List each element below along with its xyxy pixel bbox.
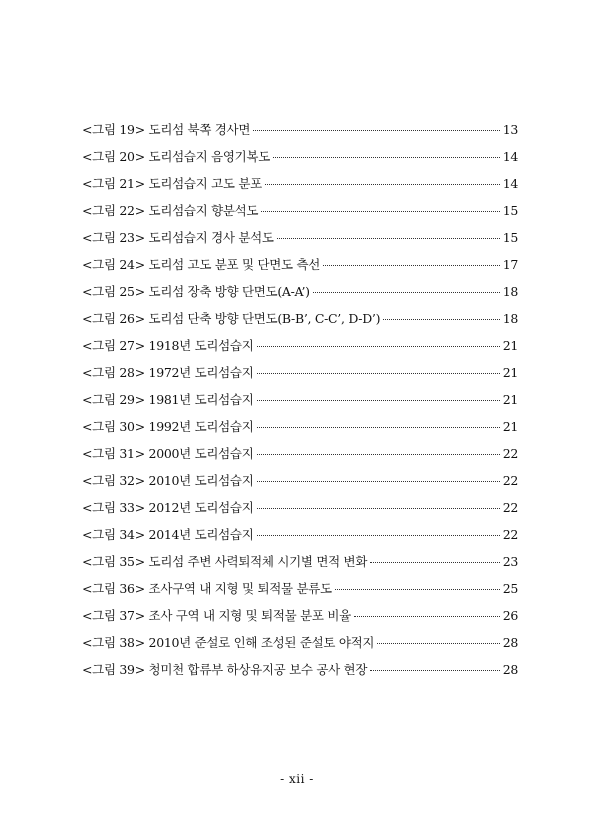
- toc-entry-label: <그림 22> 도리섬습지 향분석도: [82, 203, 259, 218]
- toc-entry[interactable]: [82, 660, 518, 687]
- dot-leader: [335, 589, 500, 590]
- dot-leader: [257, 481, 500, 482]
- toc-entry[interactable]: [82, 147, 518, 174]
- toc-entry-page-number: 18: [502, 284, 518, 299]
- toc-entry-label: <그림 28> 1972년 도리섬습지: [82, 365, 254, 380]
- toc-entry-page-number: 28: [502, 662, 518, 677]
- toc-entry-page-number: 13: [502, 122, 518, 137]
- toc-entry-label: <그림 33> 2012년 도리섬습지: [82, 500, 254, 515]
- toc-entry[interactable]: [82, 579, 518, 606]
- toc-entry-page-number: 17: [502, 257, 518, 272]
- dot-leader: [257, 454, 500, 455]
- dot-leader: [257, 427, 500, 428]
- toc-entry[interactable]: [82, 255, 518, 282]
- toc-entry[interactable]: [82, 228, 518, 255]
- toc-entry-page-number: 22: [502, 473, 518, 488]
- toc-entry-label: <그림 26> 도리섬 단축 방향 단면도(B-B’, C-C’, D-D’): [82, 311, 381, 326]
- toc-entry-page-number: 28: [502, 635, 518, 650]
- toc-entry-page-number: 21: [502, 392, 518, 407]
- table-of-figures: [82, 120, 518, 687]
- toc-entry[interactable]: [82, 390, 518, 417]
- toc-entry-label: <그림 34> 2014년 도리섬습지: [82, 527, 254, 542]
- dot-leader: [377, 643, 500, 644]
- toc-entry-label: <그림 24> 도리섬 고도 분포 및 단면도 측선: [82, 257, 320, 272]
- toc-entry-label: <그림 38> 2010년 준설로 인해 조성된 준설토 야적지: [82, 635, 375, 650]
- toc-entry-page-number: 22: [502, 446, 518, 461]
- toc-entry-page-number: 21: [502, 365, 518, 380]
- dot-leader: [265, 184, 500, 185]
- toc-entry-label: <그림 32> 2010년 도리섬습지: [82, 473, 254, 488]
- toc-entry-label: <그림 19> 도리섬 북쪽 경사면: [82, 122, 251, 137]
- toc-entry-page-number: 25: [502, 581, 518, 596]
- toc-entry[interactable]: [82, 444, 518, 471]
- toc-entry[interactable]: [82, 201, 518, 228]
- toc-entry[interactable]: [82, 633, 518, 660]
- toc-entry[interactable]: [82, 552, 518, 579]
- toc-entry-label: <그림 36> 조사구역 내 지형 및 퇴적물 분류도: [82, 581, 332, 596]
- toc-entry-page-number: 21: [502, 419, 518, 434]
- toc-entry[interactable]: [82, 363, 518, 390]
- dot-leader: [273, 157, 500, 158]
- dot-leader: [370, 670, 500, 671]
- dot-leader: [261, 211, 499, 212]
- toc-entry-page-number: 15: [502, 230, 518, 245]
- toc-entry-label: <그림 37> 조사 구역 내 지형 및 퇴적물 분포 비율: [82, 608, 351, 623]
- toc-entry-page-number: 21: [502, 338, 518, 353]
- toc-entry[interactable]: [82, 417, 518, 444]
- toc-entry[interactable]: [82, 282, 518, 309]
- page-number: - xii -: [280, 772, 314, 786]
- toc-entry-page-number: 23: [502, 554, 518, 569]
- toc-entry[interactable]: [82, 336, 518, 363]
- toc-entry-page-number: 22: [502, 527, 518, 542]
- dot-leader: [257, 373, 500, 374]
- toc-entry[interactable]: [82, 120, 518, 147]
- dot-leader: [313, 292, 500, 293]
- toc-entry-label: <그림 25> 도리섬 장축 방향 단면도(A-A’): [82, 284, 310, 299]
- toc-entry-label: <그림 31> 2000년 도리섬습지: [82, 446, 254, 461]
- toc-entry[interactable]: [82, 525, 518, 552]
- toc-entry-page-number: 14: [502, 176, 518, 191]
- toc-entry-label: <그림 29> 1981년 도리섬습지: [82, 392, 254, 407]
- dot-leader: [277, 238, 500, 239]
- toc-entry-label: <그림 23> 도리섬습지 경사 분석도: [82, 230, 274, 245]
- toc-entry-page-number: 18: [502, 311, 518, 326]
- toc-entry-page-number: 14: [502, 149, 518, 164]
- dot-leader: [257, 535, 500, 536]
- toc-entry-label: <그림 30> 1992년 도리섬습지: [82, 419, 254, 434]
- toc-entry[interactable]: [82, 471, 518, 498]
- dot-leader: [323, 265, 500, 266]
- dot-leader: [354, 616, 500, 617]
- toc-entry-label: <그림 35> 도리섬 주변 사력퇴적체 시기별 면적 변화: [82, 554, 368, 569]
- dot-leader: [257, 400, 500, 401]
- toc-entry-page-number: 22: [502, 500, 518, 515]
- dot-leader: [370, 562, 500, 563]
- dot-leader: [383, 319, 500, 320]
- toc-entry[interactable]: [82, 498, 518, 525]
- toc-entry-label: <그림 27> 1918년 도리섬습지: [82, 338, 254, 353]
- toc-entry-label: <그림 39> 청미천 합류부 하상유지공 보수 공사 현장: [82, 662, 368, 677]
- toc-entry-label: <그림 21> 도리섬습지 고도 분포: [82, 176, 262, 191]
- toc-entry[interactable]: [82, 606, 518, 633]
- toc-entry[interactable]: [82, 309, 518, 336]
- dot-leader: [257, 346, 500, 347]
- toc-entry-page-number: 15: [502, 203, 518, 218]
- dot-leader: [253, 130, 500, 131]
- dot-leader: [257, 508, 500, 509]
- toc-entry-page-number: 26: [502, 608, 518, 623]
- toc-entry-label: <그림 20> 도리섬습지 음영기복도: [82, 149, 270, 164]
- toc-entry[interactable]: [82, 174, 518, 201]
